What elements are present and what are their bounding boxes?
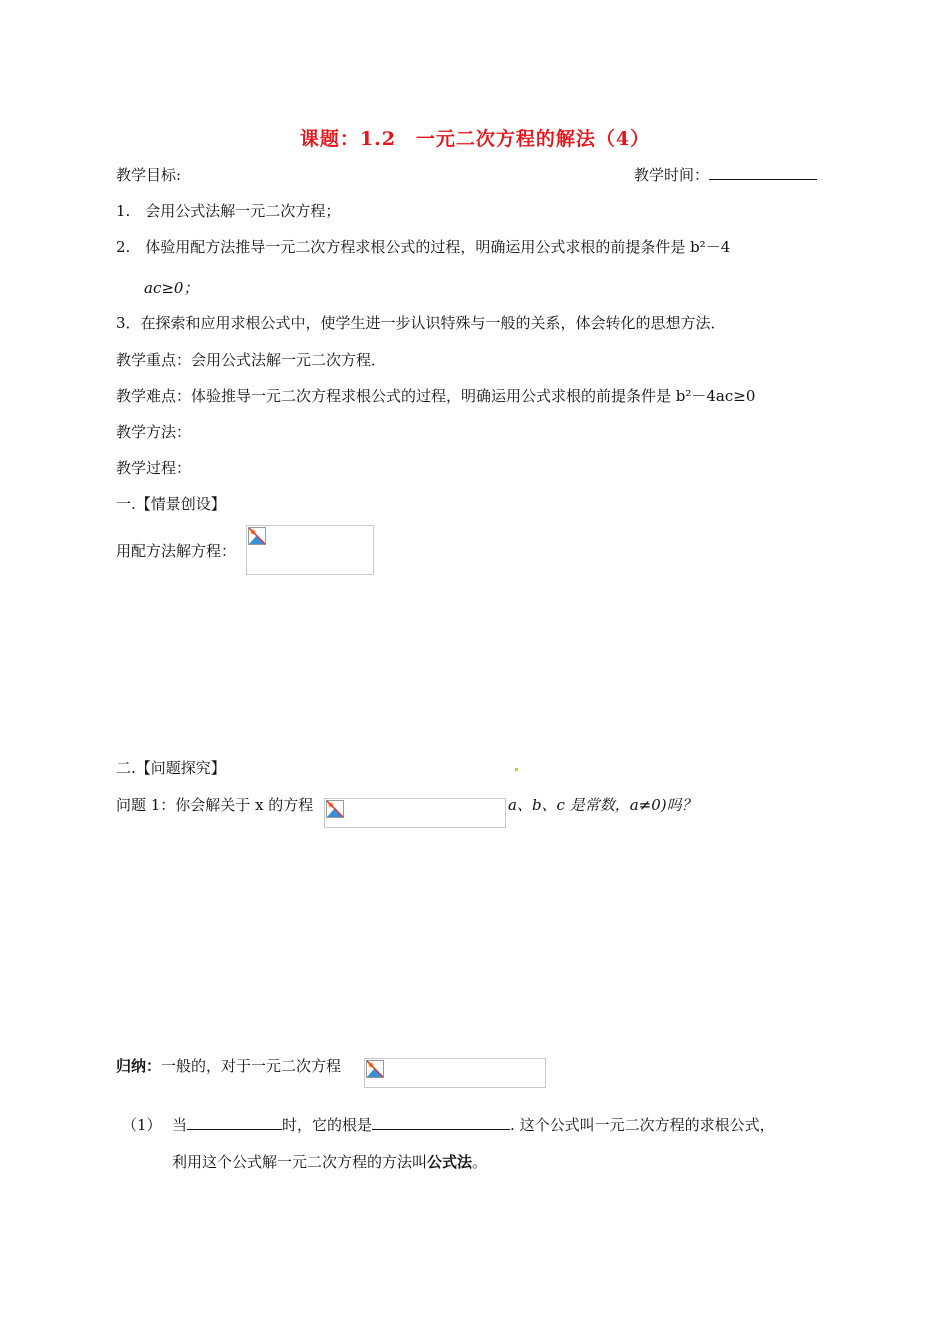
broken-image-icon [326,800,344,818]
time-label: 教学时间： [634,166,710,184]
equation-image-2 [324,798,506,828]
objectives-label: 教学目标: [116,166,182,184]
equation-image-3 [364,1058,546,1088]
teaching-method: 教学方法： [116,423,192,441]
time-blank [709,165,817,180]
objective-2-cont: ac≥0； [144,279,199,297]
summary [116,1055,341,1076]
objective-3: 3．在探索和应用求根公式中，使学生进一步认识特殊与一般的关系，体会转化的思想方法． [116,314,726,332]
item-1-method-text: 利用这个公式解一元二次方程的方法叫 [172,1153,428,1171]
item-1-formula-text: . 这个公式叫一元二次方程的求根公式， [510,1116,775,1134]
teaching-process: 教学过程： [116,459,192,477]
section-2-heading: 二.【问题探究】 [116,759,226,777]
summary-label: 归纳： [116,1057,162,1075]
item-1-when: 当 [172,1116,188,1134]
question-1-suffix: a、b、c 是常数，a≠0)吗？ [508,796,697,814]
item-1-line-2 [172,1151,487,1172]
broken-image-icon [366,1060,384,1078]
item-1-roots: 时，它的根是 [282,1116,373,1134]
condition-blank [187,1115,282,1130]
item-1-end: 。 [472,1153,488,1171]
teaching-difficulty: 教学难点：体验推导一元二次方程求根公式的过程，明确运用公式求根的前提条件是 b²－4ac≥0 [116,387,756,405]
teaching-focus: 教学重点：会用公式法解一元二次方程． [116,351,387,369]
equation-image-1 [246,525,374,575]
formula-method-term: 公式法 [427,1153,473,1171]
marker-dot [515,768,518,771]
teaching-time [634,164,817,185]
section-1-text: 用配方法解方程： [116,542,237,560]
broken-image-icon [248,527,266,545]
section-1-heading: 一.【情景创设】 [116,495,226,513]
item-1-line-1 [172,1114,775,1135]
item-1-number: （1） [122,1116,162,1134]
objective-2: 2. 体验用配方法推导一元二次方程求根公式的过程，明确运用公式求根的前提条件是 b²－4 [116,238,731,256]
question-1-prefix: 问题 1：你会解关于 x 的方程 [116,796,314,814]
summary-text: 一般的，对于一元二次方程 [161,1057,342,1075]
objective-1: 1. 会用公式法解一元二次方程； [116,202,341,220]
page-title: 课题：1.2 一元二次方程的解法（4） [299,128,651,150]
roots-blank [372,1115,510,1130]
